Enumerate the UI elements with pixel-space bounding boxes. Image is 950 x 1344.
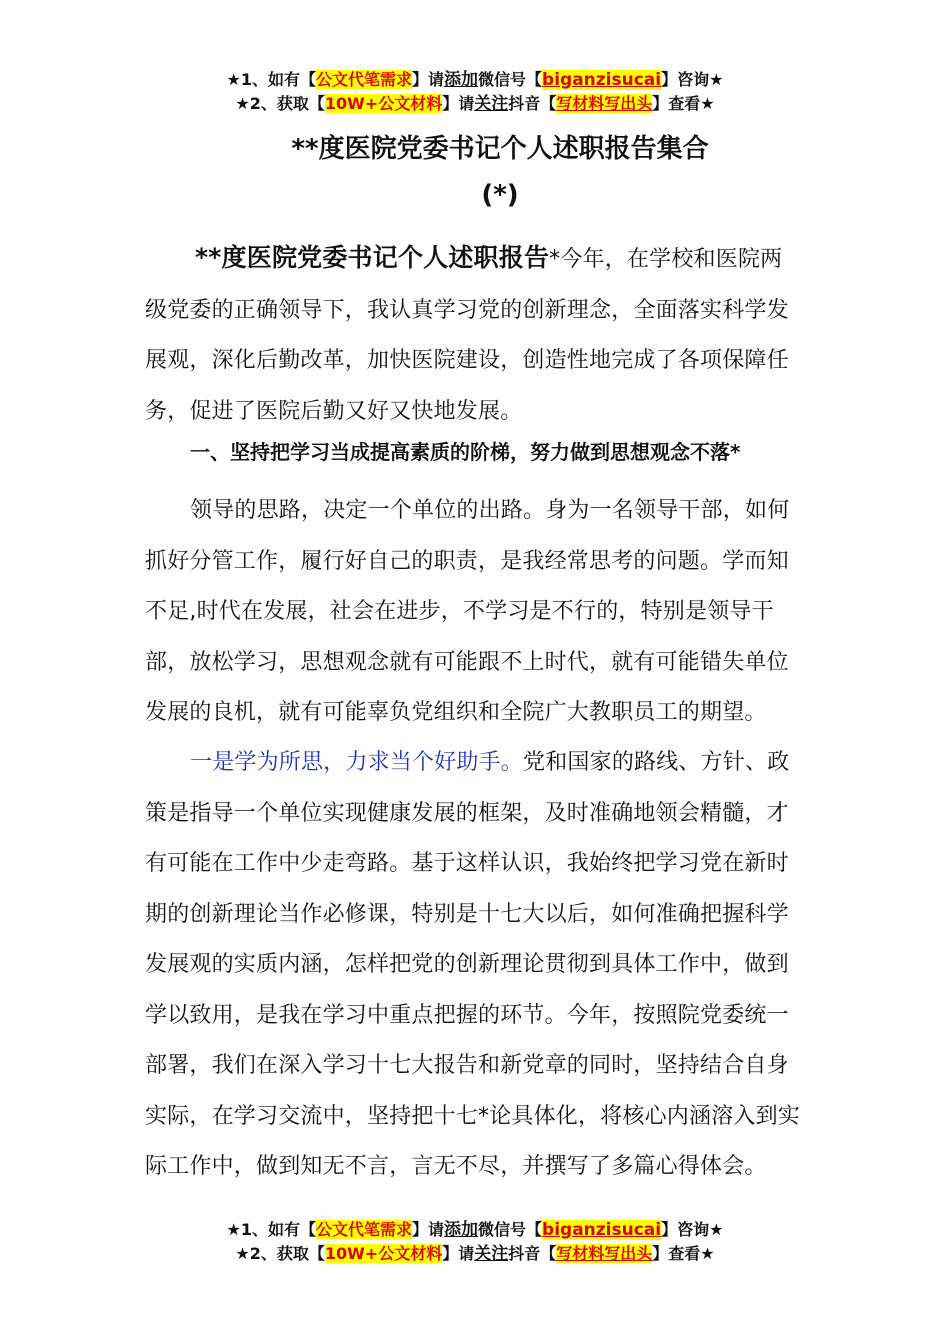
promo-highlight: 10W+公文材料 [324, 94, 443, 113]
body-paragraph-2 [145, 486, 795, 739]
promo-highlight: 公文代笔需求 [316, 70, 413, 89]
promo-highlight: 10W+公文材料 [324, 1244, 443, 1263]
promo-text: ★1、如有【 [226, 1220, 316, 1239]
promo-text: 】查看★ [652, 1244, 715, 1263]
paragraph-line: 级党委的正确领导下，我认真学习党的创新理念，全面落实科学发 [145, 297, 789, 323]
paragraph-line: 抓好分管工作，履行好自己的职责，是我经常思考的问题。学而知 [145, 548, 789, 574]
paragraph-line [145, 738, 795, 789]
promo-text: 】查看★ [652, 94, 715, 113]
promo-line-2 [0, 1242, 950, 1266]
point-lead-text: 一是学为所思，力求当个好助手。 [190, 750, 524, 775]
section-heading-1: 一、坚持把学习当成提高素质的阶梯，努力做到思想观念不落* [190, 440, 741, 464]
body-paragraph-3 [145, 738, 801, 1193]
promo-highlight: 公文代笔需求 [316, 1220, 413, 1239]
promo-text: ★2、获取【 [235, 1244, 325, 1263]
paragraph-line: 学以致用，是我在学习中重点把握的环节。今年，按照院党委统一 [145, 1002, 789, 1028]
paragraph-line [145, 233, 795, 286]
paragraph-line: 发展的良机，就有可能辜负党组织和全院广大教职员工的期望。 [145, 700, 767, 725]
promo-banner-bottom [0, 1218, 950, 1266]
promo-text: 微信号【 [478, 1220, 543, 1239]
paragraph-line: 际工作中，做到知无不言，言无不尽，并撰写了多篇心得体会。 [145, 1154, 767, 1179]
paragraph-line: 部署，我们在深入学习十七大报告和新党章的同时，坚持结合自身 [145, 1053, 789, 1078]
promo-douyin-id: 写材料写出头 [556, 1244, 653, 1263]
promo-text: 】请 [442, 94, 475, 113]
promo-underlined: 关注 [474, 1244, 509, 1264]
promo-line-1 [0, 1218, 950, 1242]
promo-text: 】请 [442, 1244, 475, 1263]
promo-line-2 [0, 92, 950, 116]
paragraph-line: 领导的思路，决定一个单位的出路。身为一名领导干部，如何 [190, 498, 790, 523]
promo-text: 抖音【 [508, 94, 557, 113]
report-lead-title: **度医院党委书记个人述职报告 [195, 243, 550, 272]
paragraph-line: 发展观的实质内涵，怎样把党的创新理论贯彻到具体工作中，做到 [145, 952, 789, 977]
paragraph-line: 务，促进了医院后勤又好又快地发展。 [145, 398, 523, 424]
promo-douyin-id: 写材料写出头 [556, 94, 653, 113]
promo-text: 】咨询★ [661, 70, 724, 89]
paragraph-line: 有可能在工作中少走弯路。基于这样认识，我始终把学习党在新时 [145, 851, 789, 876]
paragraph-line: 展观，深化后勤改革，加快医院建设，创造性地完成了各项保障任 [145, 348, 789, 373]
promo-wechat-id: biganzisucai [542, 70, 662, 90]
paragraph-line: 期的创新理论当作必修课，特别是十七大以后，如何准确把握科学 [145, 901, 789, 927]
promo-text: 抖音【 [508, 1244, 557, 1263]
promo-text: ★1、如有【 [226, 70, 316, 89]
promo-underlined: 添加 [444, 1220, 479, 1240]
promo-text: 】咨询★ [661, 1220, 724, 1239]
paragraph-line: 实际，在学习交流中，坚持把十七*论具体化，将核心内涵溶入到实 [145, 1103, 801, 1129]
paragraph-line: 部，放松学习，思想观念就有可能跟不上时代，就有可能错失单位 [145, 649, 789, 675]
document-title: **度医院党委书记个人述职报告集合 [291, 134, 709, 164]
promo-wechat-id: biganzisucai [542, 1220, 662, 1240]
document-subtitle: (*) [481, 180, 519, 210]
line-text: 党和国家的路线、方针、政 [523, 750, 790, 775]
paragraph-line: 策是指导一个单位实现健康发展的框架，及时准确地领会精髓，才 [145, 800, 789, 826]
promo-banner-top [0, 68, 950, 116]
promo-text: 微信号【 [478, 70, 543, 89]
intro-paragraph [145, 233, 795, 437]
promo-line-1 [0, 68, 950, 92]
promo-underlined: 关注 [474, 94, 509, 114]
promo-text: ★2、获取【 [235, 94, 325, 113]
promo-text: 】请 [412, 1220, 445, 1239]
paragraph-line: 不足,时代在发展，社会在进步，不学习是不行的，特别是领导干 [145, 599, 774, 624]
line-text: *今年，在学校和医院两 [549, 247, 783, 272]
promo-text: 】请 [412, 70, 445, 89]
promo-underlined: 添加 [444, 70, 479, 90]
